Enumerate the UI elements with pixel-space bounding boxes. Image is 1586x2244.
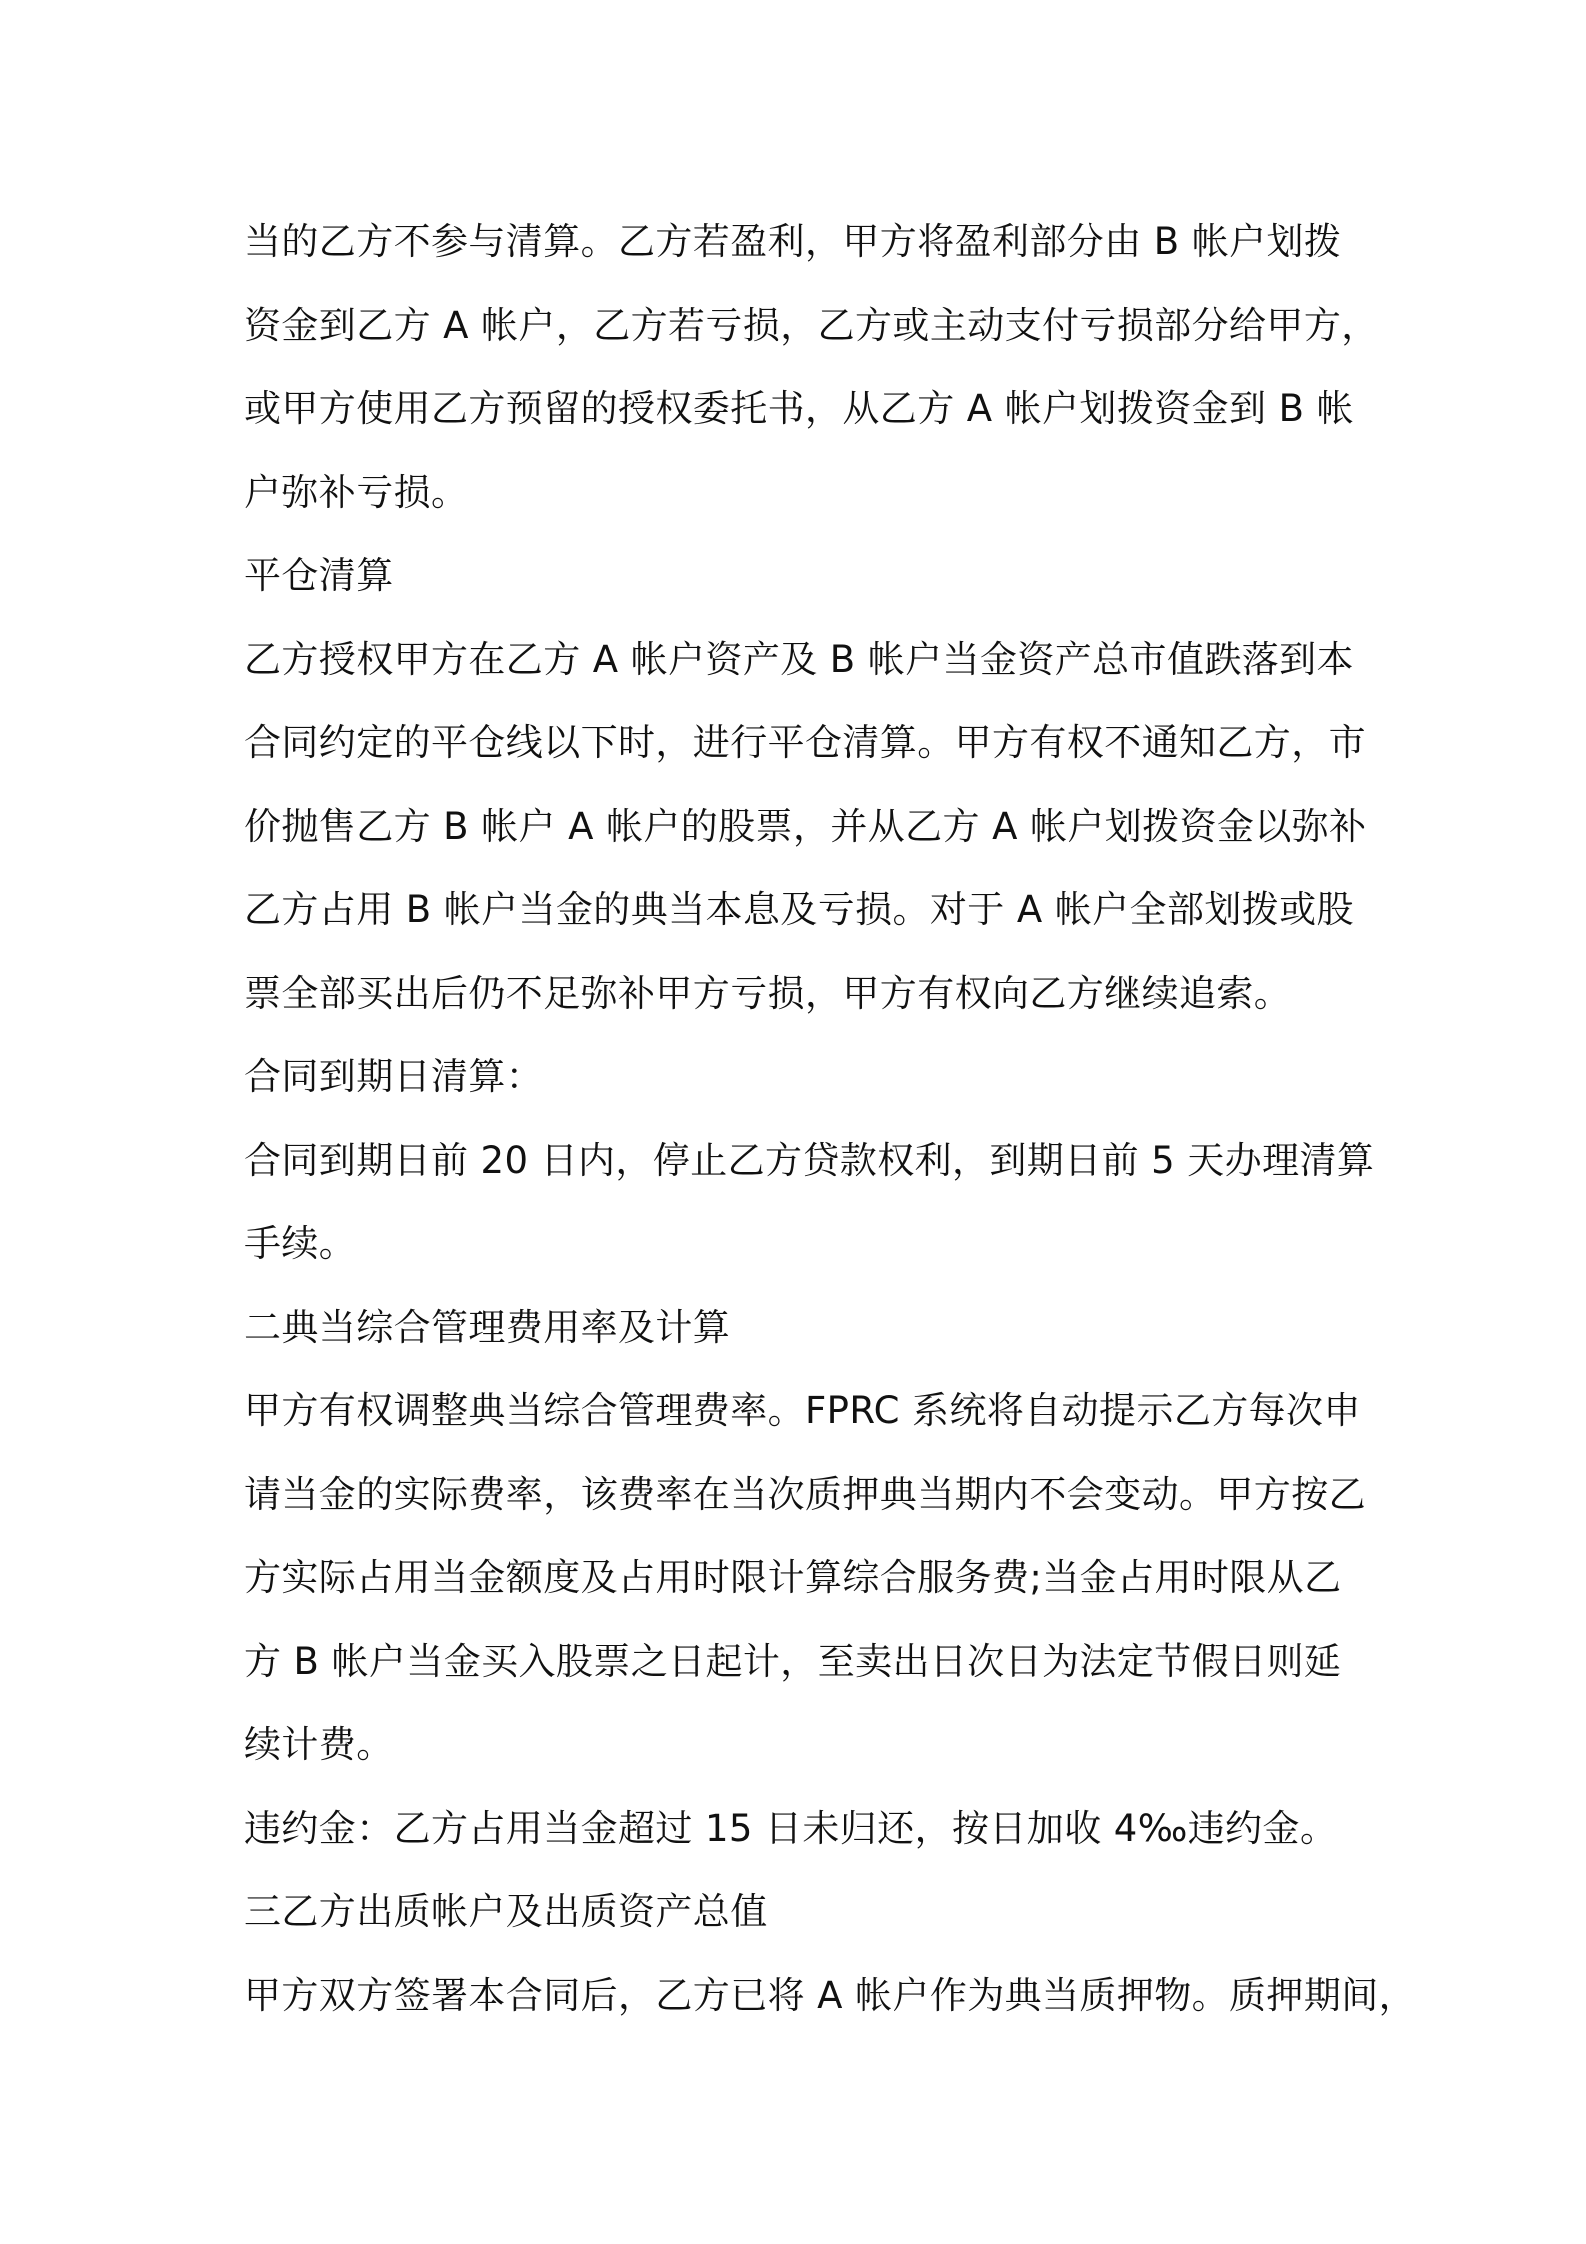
text-line: 乙方占用 B 帐户当金的典当本息及亏损。对于 A 帐户全部划拨或股 xyxy=(244,888,1354,931)
text-line: 户弥补亏损。 xyxy=(244,470,469,514)
section-heading: 三乙方出质帐户及出质资产总值 xyxy=(244,1890,768,1933)
text-line: 违约金：乙方占用当金超过 15 日未归还，按日加收 4‰违约金。 xyxy=(244,1806,1338,1850)
text-line: 当的乙方不参与清算。乙方若盈利，甲方将盈利部分由 B 帐户划拨 xyxy=(244,220,1342,263)
text-line: 甲方双方签署本合同后，乙方已将 A 帐户作为典当质押物。质押期间， xyxy=(244,1973,1417,2017)
text-line: 合同约定的平仓线以下时，进行平仓清算。甲方有权不通知乙方，市 xyxy=(244,721,1366,764)
text-line: 乙方授权甲方在乙方 A 帐户资产及 B 帐户当金资产总市值跌落到本 xyxy=(244,637,1354,681)
text-line: 方实际占用当金额度及占用时限计算综合服务费;当金占用时限从乙 xyxy=(244,1556,1342,1599)
text-line: 价抛售乙方 B 帐户 A 帐户的股票，并从乙方 A 帐户划拨资金以弥补 xyxy=(244,804,1367,848)
section-heading: 合同到期日清算： xyxy=(244,1055,544,1098)
text-line: 手续。 xyxy=(244,1222,357,1265)
text-line: 续计费。 xyxy=(244,1723,394,1766)
text-line: 或甲方使用乙方预留的授权委托书，从乙方 A 帐户划拨资金到 B 帐 xyxy=(244,387,1354,430)
text-line: 甲方有权调整典当综合管理费率。FPRC 系统将自动提示乙方每次申 xyxy=(244,1389,1361,1432)
text-line: 请当金的实际费率，该费率在当次质押典当期内不会变动。甲方按乙 xyxy=(244,1472,1366,1516)
text-line: 票全部买出后仍不足弥补甲方亏损，甲方有权向乙方继续追索。 xyxy=(244,971,1292,1015)
text-line: 资金到乙方 A 帐户，乙方若亏损，乙方或主动支付亏损部分给甲方， xyxy=(244,303,1379,347)
text-line: 方 B 帐户当金买入股票之日起计，至卖出日次日为法定节假日则延 xyxy=(244,1639,1342,1683)
text-line: 合同到期日前 20 日内，停止乙方贷款权利，到期日前 5 天办理清算 xyxy=(244,1138,1375,1182)
section-heading: 平仓清算 xyxy=(244,554,394,597)
section-heading: 二典当综合管理费用率及计算 xyxy=(244,1305,731,1349)
document-page xyxy=(244,200,1417,2037)
